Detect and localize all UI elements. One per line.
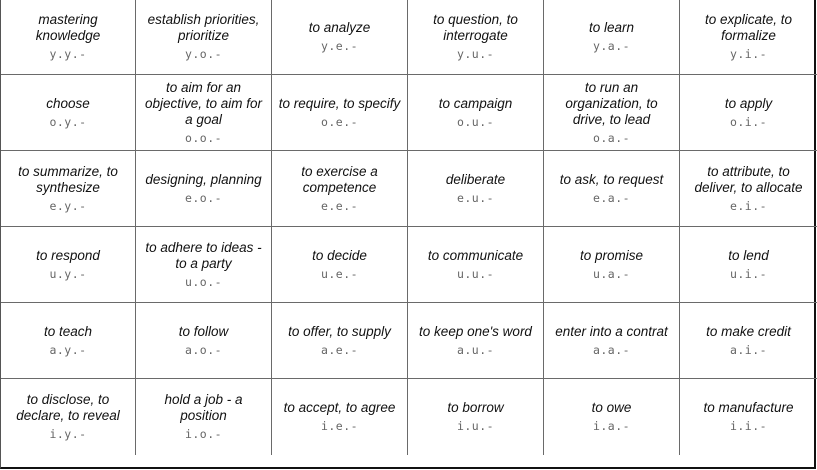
table-cell [136,227,272,303]
table-cell [136,151,272,227]
cell-code: u.i.- [729,266,768,281]
table-cell [680,303,817,379]
cell-code: e.e.- [320,198,359,213]
table-cell [544,151,680,227]
cell-code: y.e.- [320,39,359,53]
table-cell [680,75,817,151]
cell-meaning: to decide [312,247,367,263]
table-cell [1,227,136,303]
cell-meaning: to keep one's word [419,323,532,339]
table-cell [680,0,817,75]
cell-meaning: to require, to specify [278,95,401,111]
cell-meaning: to accept, to agree [283,400,396,415]
table-cell [272,75,408,151]
table-cell [680,379,817,455]
table-cell [1,0,136,75]
table-cell [1,151,136,227]
table-cell [544,0,680,75]
table-cell [408,379,544,455]
cell-meaning: to disclose, to declare, to reveal [16,392,120,423]
table-cell [408,75,544,151]
cell-meaning: to owe [591,400,632,415]
cell-meaning: to manufacture [703,400,794,415]
cell-code: u.u.- [456,266,495,281]
cell-code: i.u.- [456,419,495,433]
table-cell [272,379,408,455]
cell-meaning: mastering knowledge [35,12,101,43]
cell-meaning: to analyze [308,20,371,35]
cell-meaning: to make credit [706,323,791,339]
cell-meaning: to borrow [447,400,504,415]
table-cell [544,379,680,455]
cell-code: a.i.- [729,342,768,357]
cell-code: a.y.- [49,342,87,357]
cell-code: o.e.- [320,114,359,129]
table-cell [680,151,817,227]
cell-code: a.a.- [592,342,631,357]
table-cell [544,303,680,379]
cell-code: i.i.- [729,419,768,433]
table-cell [1,379,136,455]
cell-code: i.e.- [320,419,359,433]
cell-meaning: to teach [43,323,93,339]
table-cell [408,151,544,227]
cell-meaning: to adhere to ideas - to a party [145,239,262,271]
cell-code: i.y.- [49,427,87,441]
cell-code: u.o.- [184,274,223,289]
cell-meaning: to respond [36,247,100,263]
cell-meaning: to apply [724,95,773,111]
cell-code: y.i.- [729,47,768,61]
cell-meaning: to lend [728,247,769,263]
cell-meaning: deliberate [445,171,506,187]
cell-meaning: to attribute, to deliver, to allocate [694,163,803,195]
cell-code: y.o.- [184,47,223,61]
cell-code: o.i.- [729,114,768,129]
cell-code: i.o.- [184,427,223,441]
cell-code: u.e.- [320,266,359,281]
cell-meaning: hold a job - a position [164,392,243,423]
cell-meaning: designing, planning [145,171,262,187]
cell-code: a.u.- [456,342,495,357]
cell-code: o.y.- [49,114,87,129]
cell-meaning: to summarize, to synthesize [18,163,118,195]
table-cell [544,227,680,303]
cell-meaning: establish priorities, prioritize [147,12,260,43]
cell-meaning: to promise [579,247,644,263]
table-cell [1,303,136,379]
cell-code: u.y.- [49,266,87,281]
table-cell [408,227,544,303]
table-cell [272,151,408,227]
cell-code: i.a.- [592,419,631,433]
cell-meaning: to question, to interrogate [433,12,518,43]
table-cell [680,227,817,303]
cell-code: o.o.- [184,130,223,145]
cell-code: o.a.- [592,130,631,145]
cell-meaning: to exercise a competence [301,163,378,195]
table-cell [408,0,544,75]
cell-code: e.a.- [592,190,631,205]
cell-meaning: to explicate, to formalize [704,12,793,43]
table-cell [272,303,408,379]
cell-meaning: to aim for an objective, to aim for a goal [144,79,263,127]
cell-meaning: enter into a contrat [555,323,668,339]
cell-meaning: to learn [588,20,635,35]
table-cell [136,0,272,75]
cell-code: e.o.- [184,190,223,205]
cell-meaning: to communicate [427,247,524,263]
cell-meaning: to follow [178,323,229,339]
cell-code: e.u.- [456,190,495,205]
table-cell [136,75,272,151]
cell-meaning: choose [46,95,90,111]
cell-code: e.i.- [729,198,768,213]
cell-meaning: to run an organization, to drive, to lead [565,79,658,127]
table-cell [272,227,408,303]
cell-code: o.u.- [456,114,495,129]
table-cell [136,303,272,379]
cell-code: a.o.- [184,342,223,357]
table-cell [1,75,136,151]
table-cell [272,0,408,75]
cell-meaning: to offer, to supply [288,323,391,339]
cell-code: y.u.- [456,47,495,61]
cell-code: y.y.- [49,47,87,61]
cell-code: u.a.- [592,266,631,281]
cell-meaning: to ask, to request [559,171,664,187]
table-cell [136,379,272,455]
cell-meaning: to campaign [438,95,513,111]
table-cell [408,303,544,379]
table-cell [544,75,680,151]
cell-code: y.a.- [592,39,631,53]
cell-code: a.e.- [320,342,359,357]
cell-code: e.y.- [49,198,87,213]
